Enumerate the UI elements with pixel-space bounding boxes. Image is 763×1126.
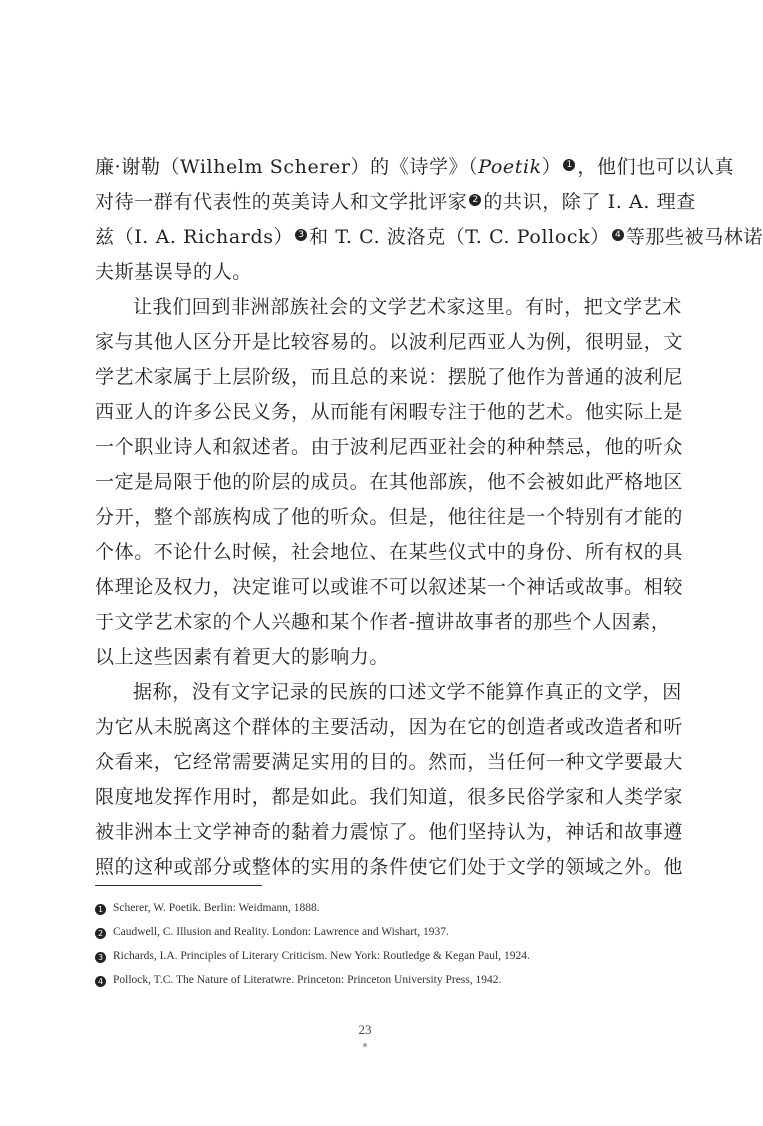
text-segment: 据称，没有文字记录的民族的口述文学不能算作真正的文学，因 (133, 681, 682, 703)
footnote-text: Scherer, W. Poetik. Berlin: Weidmann, 1888. (113, 902, 320, 914)
text-segment: 一定是局限于他的阶层的成员。在其他部族，他不会被如此严格地区 (95, 471, 684, 493)
text-segment: 一个职业诗人和叙述者。由于波利尼西亚社会的种种禁忌，他的听众 (95, 436, 684, 458)
text-segment: 以上这些因素有着更大的影响力。 (95, 646, 390, 668)
text-segment: 西亚人的许多公民义务，从而能有闲暇专注于他的艺术。他实际上是 (95, 401, 684, 423)
text-line (95, 605, 671, 640)
text-segment: 限度地发挥作用时，都是如此。我们知道，很多民俗学家和人类学家 (95, 786, 684, 808)
footnote-item (95, 968, 655, 992)
footnote-divider (95, 885, 262, 886)
footnote-item (95, 896, 655, 920)
text-line (95, 290, 682, 325)
text-line (95, 220, 763, 255)
text-segment: 众看来，它经常需要满足实用的目的。然而，当任何一种文学要最大 (95, 751, 684, 773)
text-segment: 个体。不论什么时候，社会地位、在某些仪式中的身份、所有权的具 (95, 541, 684, 563)
footnote-number: 2 (95, 928, 106, 939)
text-line (95, 500, 684, 535)
text-segment: 分开，整个部族构成了他的听众。但是，他往往是一个特别有才能的 (95, 506, 684, 528)
text-line (95, 745, 684, 780)
text-segment: 学艺术家属于上层阶级，而且总的来说：摆脱了他作为普通的波利尼 (95, 366, 684, 388)
page-number: 23 (358, 1022, 372, 1037)
text-segment: 体理论及权力，决定谁可以或谁不可以叙述某一个神话或故事。相较 (95, 576, 684, 598)
footnotes (95, 896, 655, 992)
text-line (95, 815, 684, 850)
text-segment: 家与其他人区分开是比较容易的。以波利尼西亚人为例，很明显，文 (95, 331, 684, 353)
text-line (95, 325, 684, 360)
footnote-number: 4 (95, 976, 106, 987)
body-text (95, 150, 763, 885)
text-line (95, 185, 696, 220)
text-line (95, 395, 684, 430)
text-line (95, 780, 684, 815)
footnote-text: Pollock, T.C. The Nature of Literatwre. Princeton: Princeton University Press, 1942. (113, 974, 502, 986)
footnote-marker[interactable]: 3 (295, 229, 307, 241)
text-segment: 和 T. C. 波洛克（T. C. Pollock） (309, 226, 610, 248)
footnote-marker[interactable]: 1 (563, 159, 575, 171)
footnote-marker[interactable]: 2 (469, 194, 481, 206)
text-segment: ） (541, 156, 562, 178)
text-segment: 被非洲本土文学神奇的黏着力震惊了。他们坚持认为，神话和故事遵 (95, 821, 684, 843)
text-segment: 的共识，除了 I. A. 理查 (483, 191, 696, 213)
footnote-item (95, 944, 655, 968)
text-line (95, 150, 735, 185)
text-segment: 夫斯基误导的人。 (95, 261, 252, 283)
text-line (95, 255, 635, 290)
text-line (95, 430, 684, 465)
footnote-text: Richards, I.A. Principles of Literary Criticism. New York: Routledge & Kegan Paul, 1924. (113, 950, 530, 962)
text-segment: 于文学艺术家的个人兴趣和某个作者-擅讲故事者的那些个人因素， (95, 611, 671, 633)
text-segment: 兹（I. A. Richards） (95, 226, 294, 248)
text-line (95, 710, 684, 745)
text-line (95, 850, 684, 885)
text-line (95, 640, 635, 675)
text-line (95, 675, 682, 710)
text-line (95, 535, 684, 570)
footnote-number: 3 (95, 952, 106, 963)
text-segment: 让我们回到非洲部族社会的文学艺术家这里。有时，把文学艺术 (133, 296, 682, 318)
text-line (95, 360, 684, 395)
text-segment: 廉·谢勒（Wilhelm Scherer）的《诗学》（ (95, 156, 479, 178)
text-line (95, 465, 684, 500)
page-ornament-dot (363, 1043, 367, 1047)
text-segment: 为它从未脱离这个群体的主要活动，因为在它的创造者或改造者和听 (95, 716, 684, 738)
text-segment: ，他们也可以认真 (577, 156, 735, 178)
text-segment: 对待一群有代表性的英美诗人和文学批评家 (95, 191, 468, 213)
text-segment: 照的这种或部分或整体的实用的条件使它们处于文学的领域之外。他 (95, 856, 684, 878)
text-line (95, 570, 684, 605)
footnote-item (95, 920, 655, 944)
footnote-text: Caudwell, C. Illusion and Reality. London: Lawrence and Wishart, 1937. (113, 926, 449, 938)
footnote-marker[interactable]: 4 (612, 229, 624, 241)
text-segment: Poetik (478, 156, 542, 178)
text-segment: 等那些被马林诺 (625, 226, 763, 248)
footnote-number: 1 (95, 904, 106, 915)
